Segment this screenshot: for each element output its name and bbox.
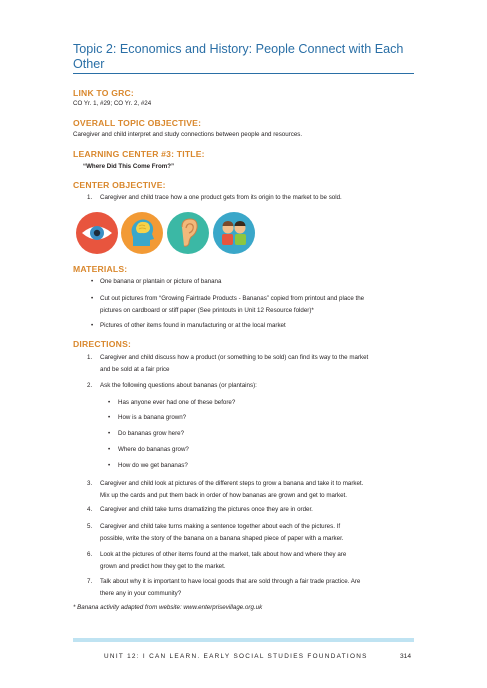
ear-icon	[167, 212, 209, 254]
objective-text: Caregiver and child interpret and study connections between people and resources.	[73, 131, 303, 138]
direction-text: Caregiver and child take turns making a sentence together about each of the pictures. If	[100, 523, 341, 530]
direction-text-cont: and be sold at a fair price	[100, 366, 170, 373]
credit-note: * Banana activity adapted from website: www.enterprisevillage.org.uk	[73, 604, 263, 611]
direction-text: Caregiver and child discuss how a product (or something to be sold) can find its way to the market	[100, 354, 369, 361]
direction-num: 3.	[87, 480, 93, 487]
direction-num: 5.	[87, 523, 93, 530]
sub-bullet: •	[108, 399, 111, 406]
material-item-cont: pictures on cardboard or stiff paper (See printouts in Unit 12 Resource folder)*	[100, 307, 314, 314]
direction-text: Look at the pictures of other items found at the market, talk about how and where they are	[100, 551, 347, 558]
brain-icon	[121, 212, 163, 254]
bullet: •	[91, 295, 94, 302]
footer-bar	[73, 638, 414, 642]
direction-text: Caregiver and child look at pictures of the different steps to grow a banana and take it to market.	[100, 480, 364, 487]
direction-num: 2.	[87, 382, 93, 389]
direction-text-cont: there any in your community?	[100, 590, 182, 597]
learning-center-heading: LEARNING CENTER #3: TITLE:	[73, 149, 205, 159]
question-item: Has anyone ever had one of these before?	[118, 399, 236, 406]
learning-center-title: “Where Did This Come From?”	[83, 163, 175, 170]
friends-icon	[213, 212, 255, 254]
page-title: Topic 2: Economics and History: People Connect with Each Other	[73, 42, 404, 71]
page-number: 314	[400, 653, 412, 660]
center-objective-num: 1.	[87, 194, 93, 201]
direction-num: 4.	[87, 506, 93, 513]
center-objective-heading: CENTER OBJECTIVE:	[73, 180, 166, 190]
directions-heading: DIRECTIONS:	[73, 339, 132, 349]
question-item: Do bananas grow here?	[118, 430, 185, 437]
direction-text-cont: Mix up the cards and put them back in order of how bananas are grown and get to market.	[100, 492, 347, 499]
direction-text: Caregiver and child take turns dramatizing the pictures once they are in order.	[100, 506, 313, 513]
direction-text: Ask the following questions about bananas (or plantains):	[100, 382, 257, 389]
title-rule	[73, 73, 414, 74]
sub-bullet: •	[108, 430, 111, 437]
direction-num: 6.	[87, 551, 93, 558]
material-item: Pictures of other items found in manufacturing or at the local market	[100, 322, 286, 329]
materials-heading: MATERIALS:	[73, 264, 128, 274]
sub-bullet: •	[108, 446, 111, 453]
question-item: Where do bananas grow?	[118, 446, 189, 453]
direction-text-cont: possible, write the story of the banana on a banana shaped piece of paper with a marker.	[100, 535, 344, 542]
sub-bullet: •	[108, 462, 111, 469]
direction-text: Talk about why it is important to have local goods that are sold through a fair trade practice. Are	[100, 578, 361, 585]
direction-num: 7.	[87, 578, 93, 585]
direction-text-cont: grown and predict how they get to the market.	[100, 563, 226, 570]
link-heading: LINK TO GRC:	[73, 88, 134, 98]
footer-text: UNIT 12: I CAN LEARN. EARLY SOCIAL STUDIES FOUNDATIONS	[104, 653, 368, 660]
question-item: How is a banana grown?	[118, 414, 187, 421]
sub-bullet: •	[108, 414, 111, 421]
material-item: One banana or plantain or picture of banana	[100, 278, 222, 285]
bullet: •	[91, 322, 94, 329]
link-text: CO Yr. 1, #29; CO Yr. 2, #24	[73, 100, 152, 107]
bullet: •	[91, 278, 94, 285]
center-objective-text: Caregiver and child trace how a one product gets from its origin to the market to be sold.	[100, 194, 342, 201]
objective-heading: OVERALL TOPIC OBJECTIVE:	[73, 118, 202, 128]
direction-num: 1.	[87, 354, 93, 361]
question-item: How do we get bananas?	[118, 462, 188, 469]
material-item: Cut out pictures from “Growing Fairtrade Products - Bananas” copied from printout and place the	[100, 295, 365, 302]
eye-icon	[76, 212, 118, 254]
